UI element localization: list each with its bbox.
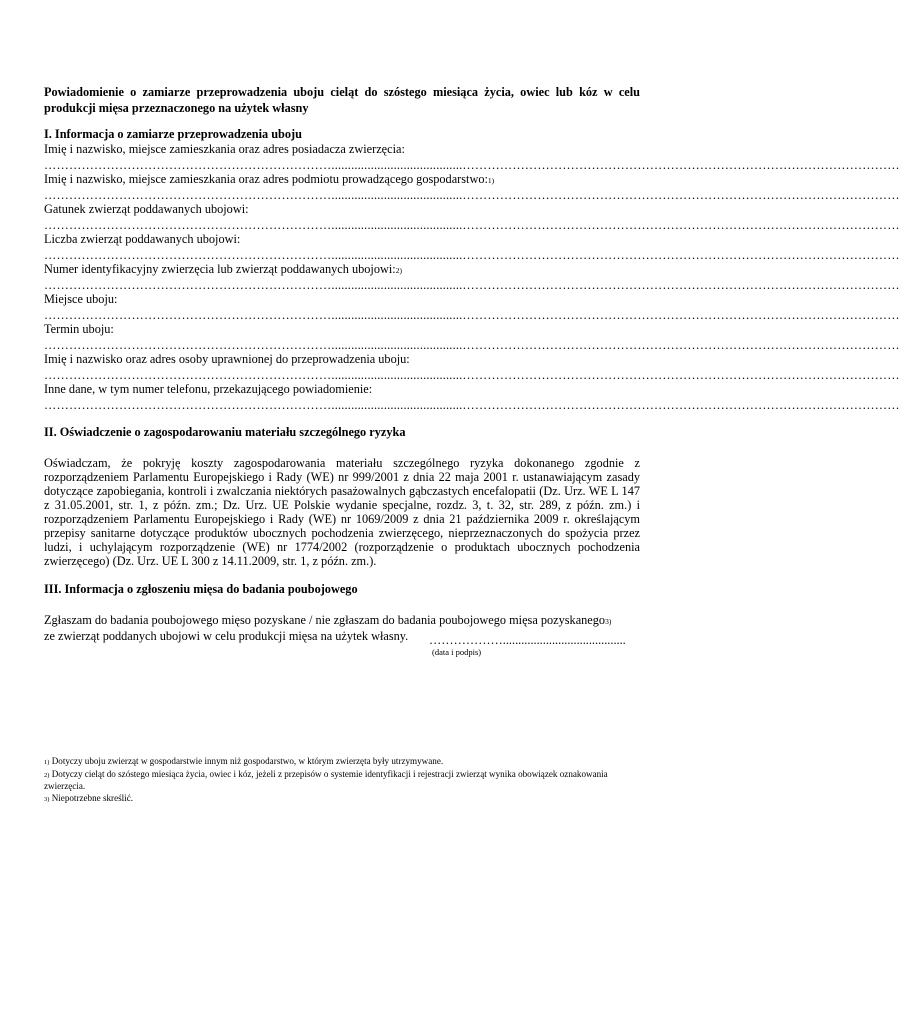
footnote-1: 1) Dotyczy uboju zwierząt w gospodarstwie innym niż gospodarstwo, w którym zwierzęta były utrzymywane. [44, 756, 444, 766]
field-label-other-data: Inne dane, w tym numer telefonu, przekazującego powiadomienie: [44, 382, 373, 396]
field-label-authorized-person: Imię i nazwisko oraz adres osoby uprawnionej do przeprowadzenia uboju: [44, 352, 410, 366]
field-label-owner: Imię i nazwisko, miejsce zamieszkania oraz adres posiadacza zwierzęcia: [44, 142, 405, 156]
field-label-animal-count: Liczba zwierząt poddawanych ubojowi: [44, 232, 241, 246]
field-line-species[interactable]: ……………………………………………………………........................................…………………………………………………………………………………………… [44, 218, 900, 232]
footnote-ref-3: 3) [605, 617, 612, 626]
field-label-slaughter-date: Termin uboju: [44, 322, 114, 336]
field-label-slaughter-place: Miejsce uboju: [44, 292, 118, 306]
section-3-heading: III. Informacja o zgłoszeniu mięsa do badania poubojowego [44, 582, 358, 596]
footnote-ref-1: 1) [487, 176, 495, 185]
field-line-other-data[interactable]: ……………………………………………………………........................................…………………………………………………………………………………………… [44, 398, 900, 412]
field-label-farm-operator: Imię i nazwisko, miejsce zamieszkania oraz adres podmiotu prowadzącego gospodarstwo:1) [44, 172, 495, 186]
footnote-2: 2) Dotyczy cieląt do szóstego miesiąca życia, owiec i kóz, jeżeli z przepisów o systemie identyfikacji i rejestracji zwierząt wynika obowiązek oznakowania zwierzęcia. [44, 768, 608, 791]
field-label-species: Gatunek zwierząt poddawanych ubojowi: [44, 202, 249, 216]
footnotes [44, 756, 644, 805]
section-1-fields [44, 142, 900, 412]
declaration-text: Oświadczam, że pokryję koszty zagospodarowania materiału szczególnego ryzyka dokonanego zgodnie z rozporządzeniem Parlamentu Europejskiego i Rady (WE) nr 999/2001 z dnia 22 maja 2001 r. ustanawiającym zasady dotyczące zapobiegania, kontroli i zwalczania niektórych pasażowalnych gąbczastych encefalopatii (Dz. Urz. WE L 147 z 31.05.2001, str. 1, z późn. zm.; Dz. Urz. UE Polskie wydanie specjalne, rozdz. 3, t. 32, str. 289, z późn. zm.) i rozporządzeniem Parlamentu Europejskiego i Rady (WE) nr 1069/2009 z dnia 21 października 2009 r. określającym przepisy sanitarne dotyczące produktów ubocznych pochodzenia zwierzęcego, nieprzeznaczonych do spożycia przez ludzi, i uchylającym rozporządzenie (WE) nr 1774/2002 (rozporządzenie o produktach ubocznych pochodzenia zwierzęcego) (Dz. Urz. UE L 300 z 14.11.2009, str. 1, z późn. zm.). [44, 456, 640, 568]
footnote-3: 3) Niepotrzebne skreślić. [44, 792, 134, 803]
inspection-line-1: Zgłaszam do badania poubojowego mięso pozyskane / nie zgłaszam do badania poubojowego mięsa pozyskanego [44, 613, 606, 627]
field-line-slaughter-date[interactable]: ……………………………………………………………........................................…………………………………………………………………………………………… [44, 338, 900, 352]
field-line-authorized-person[interactable]: ……………………………………………………………........................................…………………………………………………………………………………………… [44, 368, 900, 382]
signature-caption: (data i podpis) [432, 647, 482, 657]
signature-line[interactable]: ………………........................................ [429, 633, 626, 647]
field-label-id-number: Numer identyfikacyjny zwierzęcia lub zwierząt poddawanych ubojowi:2) [44, 262, 402, 276]
field-line-id-number[interactable]: ……………………………………………………………........................................…………………………………………………………………………………………… [44, 278, 900, 292]
field-line-animal-count[interactable]: ……………………………………………………………........................................…………………………………………………………………………………………… [44, 248, 900, 262]
field-line-slaughter-place[interactable]: ……………………………………………………………........................................…………………………………………………………………………………………… [44, 308, 900, 322]
form-page [44, 84, 900, 657]
inspection-line-2: ze zwierząt poddanych ubojowi w celu produkcji mięsa na użytek własny. [44, 629, 409, 643]
field-line-owner[interactable]: ……………………………………………………………........................................…………………………………………………………………………………………… [44, 158, 900, 172]
form-title: Powiadomienie o zamiarze przeprowadzenia uboju cieląt do szóstego miesiąca życia, owiec lub kóz w celu produkcji mięsa przeznaczonego na użytek własny [44, 85, 640, 115]
section-1-heading: I. Informacja o zamiarze przeprowadzenia uboju [44, 127, 302, 141]
field-line-farm-operator[interactable]: ……………………………………………………………........................................…………………………………………………………………………………………… [44, 188, 900, 202]
section-2-heading: II. Oświadczenie o zagospodarowaniu materiału szczególnego ryzyka [44, 425, 406, 439]
footnote-ref-2: 2) [395, 266, 402, 275]
signature-block [429, 633, 626, 658]
